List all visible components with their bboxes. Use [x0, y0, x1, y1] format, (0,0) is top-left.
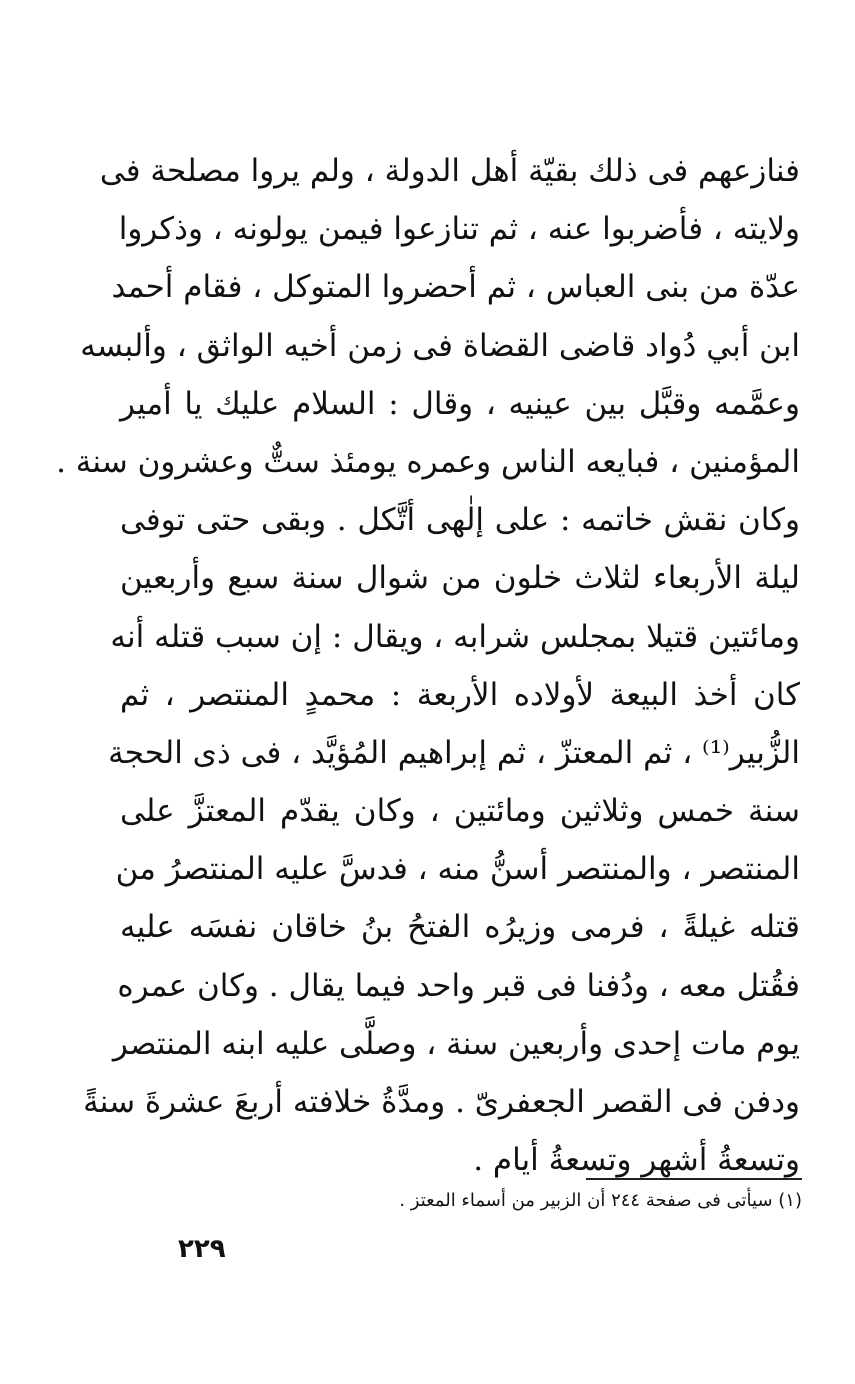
text-line: وكان نقش خاتمه : على إلٰهى أتَّكل . وبقى حتى توفى: [120, 502, 800, 539]
text-line: ابن أبي دُواد قاضى القضاة فى زمن أخيه الواثق ، وألبسه: [80, 327, 800, 364]
page-number: ٢٢٩: [178, 1234, 226, 1264]
text-line: سنة خمس وثلاثين ومائتين ، وكان يقدّم المعتزَّ على: [120, 793, 800, 830]
text-line: يوم مات إحدى وأربعين سنة ، وصلَّى عليه ابنه المنتصر: [112, 1025, 800, 1062]
text-line: فنازعهم فى ذلك بقيّة أهل الدولة ، ولم يروا مصلحة فى: [99, 153, 800, 189]
text-line: المنتصر ، والمنتصر أسنُّ منه ، فدسَّ عليه المنتصرُ من: [115, 851, 800, 888]
text-line: الزُّبير⁽¹⁾ ، ثم المعتزّ ، ثم إبراهيم المُؤيَّد ، فى ذى الحجة: [108, 734, 800, 771]
footnote-divider: [586, 1178, 802, 1180]
text-line: فقُتل معه ، ودُفنا فى قبر واحد فيما يقال . وكان عمره: [117, 967, 800, 1004]
text-line: وتسعةُ أشهر وتسعةُ أيام .: [473, 1142, 800, 1179]
text-line: وعمَّمه وقبَّل بين عينيه ، وقال : السلام عليك يا أمير: [120, 385, 800, 422]
text-line: عدّة من بنى العباس ، ثم أحضروا المتوكل ، فقام أحمد: [111, 269, 800, 306]
text-line: المؤمنين ، فبايعه الناس وعمره يومئذ ستٌّ وعشرون سنة .: [56, 443, 800, 480]
text-line: ومائتين قتيلا بمجلس شرابه ، ويقال : إن سبب قتله أنه: [110, 618, 800, 655]
text-line: كان أخذ البيعة لأولاده الأربعة : محمدٍ المنتصر ، ثم: [120, 676, 800, 713]
text-line: ليلة الأربعاء لثلاث خلون من شوال سنة سبع وأربعين: [120, 560, 800, 597]
footnote: (١) سيأتى فى صفحة ٢٤٤ أن الزبير من أسماء المعتز .: [399, 1190, 802, 1211]
text-line: ودفن فى القصر الجعفرىّ . ومدَّةُ خلافته أربعَ عشرةَ سنةً: [83, 1084, 800, 1120]
text-line: ولايته ، فأضربوا عنه ، ثم تنازعوا فيمن يولونه ، وذكروا: [118, 211, 800, 248]
text-line: قتله غيلةً ، فرمى وزيرُه الفتحُ بنُ خاقان نفسَه عليه: [120, 909, 800, 946]
body-text: [56, 142, 800, 1189]
